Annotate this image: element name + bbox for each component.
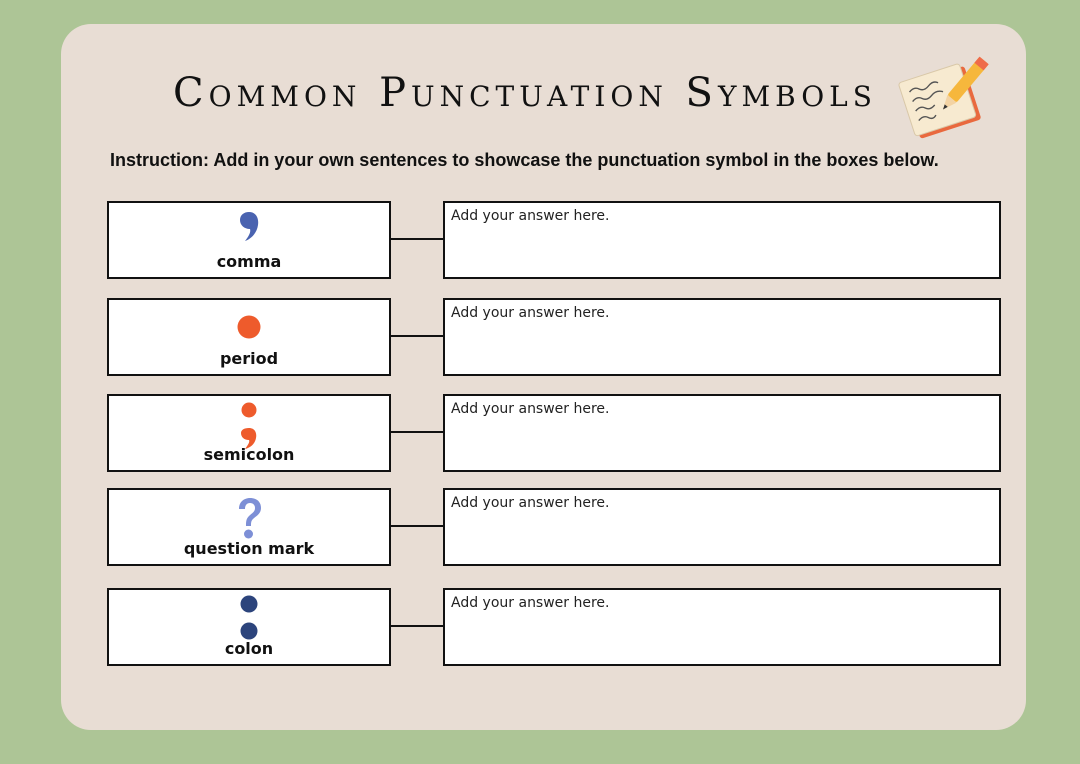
symbol-label: comma bbox=[216, 252, 282, 271]
answer-box[interactable] bbox=[443, 488, 1001, 566]
answer-box[interactable] bbox=[443, 588, 1001, 666]
connector-line bbox=[391, 625, 443, 627]
answer-placeholder: Add your answer here. bbox=[451, 401, 610, 417]
answer-placeholder: Add your answer here. bbox=[451, 305, 610, 321]
answer-placeholder: Add your answer here. bbox=[451, 595, 610, 611]
notepad-pencil-icon bbox=[895, 48, 991, 144]
symbol-box bbox=[107, 588, 391, 666]
question-mark-icon bbox=[234, 496, 264, 540]
comma-icon bbox=[234, 209, 264, 243]
connector-line bbox=[391, 238, 443, 240]
colon-icon bbox=[237, 594, 261, 642]
connector-line bbox=[391, 335, 443, 337]
connector-line bbox=[391, 431, 443, 433]
symbol-box bbox=[107, 298, 391, 376]
period-icon bbox=[236, 314, 262, 340]
connector-line bbox=[391, 525, 443, 527]
answer-box[interactable] bbox=[443, 298, 1001, 376]
semicolon-icon bbox=[237, 400, 261, 450]
symbol-label: period bbox=[219, 349, 279, 368]
symbol-box bbox=[107, 394, 391, 472]
symbol-label: colon bbox=[224, 639, 274, 658]
answer-placeholder: Add your answer here. bbox=[451, 208, 610, 224]
answer-placeholder: Add your answer here. bbox=[451, 495, 610, 511]
answer-box[interactable] bbox=[443, 201, 1001, 279]
symbol-box bbox=[107, 201, 391, 279]
instruction-text: Instruction: Add in your own sentences to showcase the punctuation symbol in the boxes below. bbox=[110, 150, 939, 170]
page-title: Common Punctuation Symbols bbox=[173, 70, 877, 116]
answer-box[interactable] bbox=[443, 394, 1001, 472]
symbol-label: semicolon bbox=[203, 445, 295, 464]
symbol-label: question mark bbox=[183, 539, 315, 558]
symbol-box bbox=[107, 488, 391, 566]
